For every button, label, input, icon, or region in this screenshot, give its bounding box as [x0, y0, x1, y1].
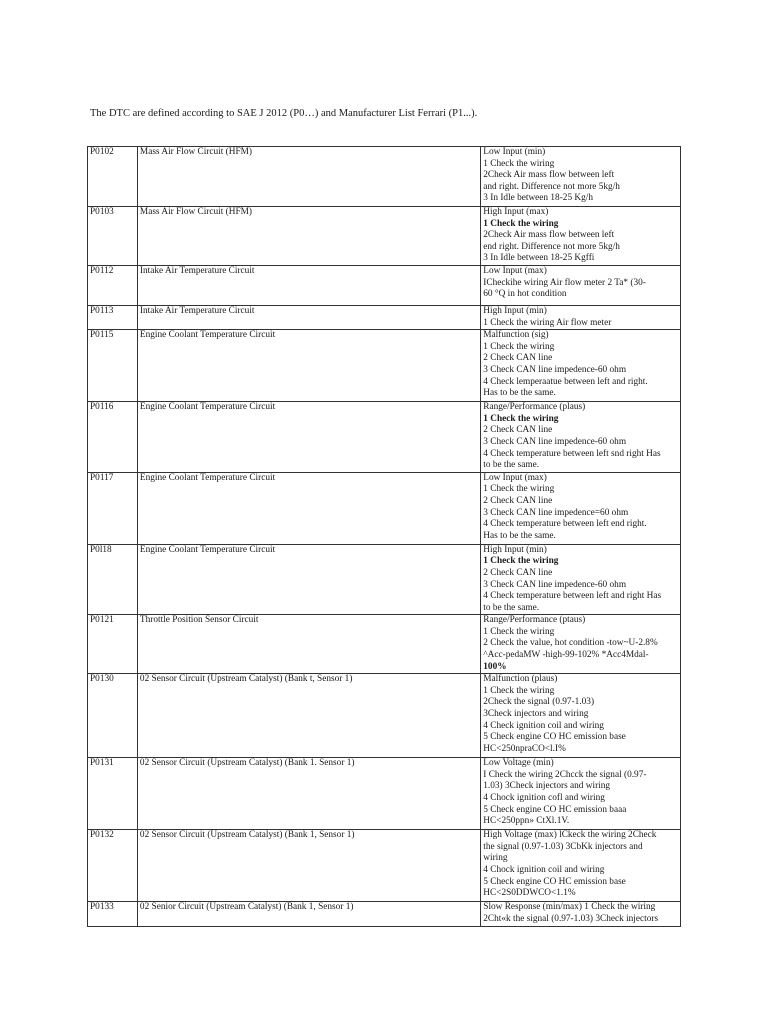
dtc-description-cell: Intake Air Temperature Circuit: [137, 305, 480, 329]
check-step-line: High Input (min): [483, 544, 547, 555]
check-step-line: 2Cht«k the signal (0.97-1.03) 3Check injectors: [483, 913, 659, 924]
dtc-description-cell: Engine Coolant Temperature Circuit: [137, 544, 480, 615]
check-step-line: 1 Check the wiring: [483, 341, 555, 352]
check-step-line: 3 Check CAN line impedence-60 ohm: [483, 436, 627, 447]
dtc-check-cell: [481, 674, 681, 758]
check-step-line: High Voltage (max) lCkeck the wiring 2Check: [483, 830, 657, 841]
table-row: [88, 402, 681, 473]
dtc-description-cell: 02 Senior Circuit (Upstream Catalyst) (Bank 1, Sensor 1): [137, 902, 480, 927]
check-step-line: 1 Check the wiring: [483, 484, 555, 495]
dtc-description-cell: 02 Sensor Circuit (Upstream Catalyst) (Bank 1. Sensor 1): [137, 758, 480, 830]
dtc-check-cell: [481, 265, 681, 305]
table-row: [88, 758, 681, 830]
check-step-line: Slow Response (min/max) 1 Check the wiring: [483, 902, 656, 913]
check-step-line: 2 Check the value, hot condition -tow~U-2.8%: [483, 638, 658, 649]
check-step-line: 1 Check the wiring: [483, 218, 559, 229]
check-step-line: High Input (max): [483, 207, 549, 217]
dtc-code-cell: P0102: [88, 147, 138, 207]
check-step-line: Low Voltage (min): [483, 758, 554, 769]
check-step-line: 4 Chock ignition cofl and wiring: [483, 793, 605, 804]
table-row: [88, 674, 681, 758]
table-row: [88, 265, 681, 305]
check-step-line: High Input (min): [483, 305, 547, 316]
dtc-description-cell: 02 Sensor Circuit (Upstream Catalyst) (Bank 1, Sensor 1): [137, 830, 480, 902]
table-row: [88, 330, 681, 402]
check-step-line: 1 Check the wiring: [483, 413, 559, 424]
table-row: [88, 472, 681, 544]
dtc-table: [87, 146, 681, 927]
check-step-line: HC<250ppn» CtXl.1V.: [483, 816, 570, 827]
dtc-code-cell: P0132: [88, 830, 138, 902]
check-step-line: ^Acc-pedaMW -high-99-102% *Acc4Mdal-: [483, 650, 649, 661]
table-row: [88, 902, 681, 927]
check-step-line: 60 °Q in hot condition: [483, 289, 567, 300]
dtc-code-cell: P0116: [88, 402, 138, 473]
dtc-check-cell: [481, 544, 681, 615]
check-step-line: 1 Check the wiring: [483, 626, 555, 637]
check-step-line: Has to be the same.: [483, 530, 556, 541]
dtc-description-cell: Mass Air Flow Circuit (HFM): [137, 207, 480, 266]
dtc-description-cell: Intake Air Temperature Circuit: [137, 265, 480, 305]
check-step-line: 2 Check CAN line: [483, 353, 553, 364]
check-step-line: 2Check Air mass flow between left: [483, 170, 615, 181]
check-step-line: Range/Performance (plaus): [483, 402, 586, 413]
dtc-table-body: [88, 147, 681, 927]
check-step-line: 2 Check CAN line: [483, 567, 553, 578]
check-step-line: Malfunction (plaus): [483, 674, 558, 685]
table-row: [88, 830, 681, 902]
check-step-line: and right. Difference not more 5kg/h: [483, 181, 620, 192]
dtc-code-cell: P0103: [88, 207, 138, 266]
dtc-check-cell: [481, 615, 681, 674]
check-step-line: end right. Difference not more 5kg/h: [483, 241, 620, 252]
dtc-description-cell: Engine Coolant Temperature Circuit: [137, 402, 480, 473]
table-row: [88, 207, 681, 266]
check-step-line: 3 Check CAN line impedence-60 ohm: [483, 579, 627, 590]
check-step-line: 4 Check ignition coil and wiring: [483, 720, 604, 731]
dtc-code-cell: P0115: [88, 330, 138, 402]
dtc-check-cell: [481, 402, 681, 473]
dtc-code-cell: P0121: [88, 615, 138, 674]
check-step-line: Malfunction (sig): [483, 330, 549, 341]
dtc-check-cell: [481, 902, 681, 927]
dtc-check-cell: [481, 758, 681, 830]
check-step-line: Low Input (max): [483, 265, 547, 276]
dtc-check-cell: [481, 330, 681, 402]
dtc-code-cell: P0131: [88, 758, 138, 830]
dtc-check-cell: [481, 207, 681, 266]
check-step-line: I Check the wiring 2Chcck the signal (0.97-: [483, 769, 647, 780]
check-step-line: to be the same.: [483, 460, 540, 471]
check-step-line: 100%: [483, 661, 507, 672]
check-step-line: 1 Check the wiring: [483, 556, 559, 567]
dtc-check-cell: [481, 830, 681, 902]
dtc-check-cell: [481, 305, 681, 329]
check-step-line: 2 Check CAN line: [483, 495, 553, 506]
dtc-description-cell: Throttle Position Sensor Circuit: [137, 615, 480, 674]
check-step-line: 1.03) 3Check injectors and wiring: [483, 781, 611, 792]
dtc-description-cell: Engine Coolant Temperature Circuit: [137, 472, 480, 544]
dtc-code-cell: P0113: [88, 305, 138, 329]
check-step-line: 3 Check CAN line impedence=60 ohm: [483, 507, 629, 518]
dtc-description-cell: Engine Coolant Temperature Circuit: [137, 330, 480, 402]
check-step-line: wiring: [483, 853, 508, 864]
dtc-description-cell: Mass Air Flow Circuit (HFM): [137, 147, 480, 207]
table-row: [88, 544, 681, 615]
dtc-check-cell: [481, 147, 681, 207]
dtc-code-cell: P0130: [88, 674, 138, 758]
check-step-line: 5 Check engine CO HC emission baaa: [483, 804, 627, 815]
table-row: [88, 305, 681, 329]
check-step-line: 2Check Air mass flow between left: [483, 230, 615, 241]
check-step-line: 4 Check temperature between left and right Has: [483, 591, 662, 602]
dtc-check-cell: [481, 472, 681, 544]
check-step-line: 5 Check engine CO HC emission base: [483, 732, 626, 743]
check-step-line: 1 Check the wiring: [483, 158, 555, 169]
check-step-line: Range/Performance (ptaus): [483, 615, 586, 626]
check-step-line: 2Check the signal (0.97-1.03): [483, 697, 595, 708]
check-step-line: 2 Check CAN line: [483, 425, 553, 436]
table-row: [88, 615, 681, 674]
intro-text: The DTC are defined according to SAE J 2012 (P0…) and Manufacturer List Ferrari (P1...).: [90, 108, 478, 119]
check-step-line: 1 Check the wiring Air flow meter: [483, 317, 612, 328]
check-step-line: to be the same.: [483, 602, 540, 613]
dtc-code-cell: P0l18: [88, 544, 138, 615]
check-step-line: 4 Check temperature between left end right.: [483, 519, 647, 530]
check-step-line: 4 Check temperature between left snd right Has: [483, 448, 661, 459]
check-step-line: HC<250npraCO<l.I%: [483, 743, 566, 754]
check-step-line: 3 In Idle between 18-25 Kgffi: [483, 253, 595, 264]
dtc-code-cell: P0117: [88, 472, 138, 544]
check-step-line: HC<2S0DDWCO<1.1%: [483, 888, 576, 899]
check-step-line: ICheckihe wiring Air flow meter 2 Ta* (30-: [483, 277, 646, 288]
table-row: [88, 147, 681, 207]
dtc-code-cell: P0133: [88, 902, 138, 927]
dtc-code-cell: P0112: [88, 265, 138, 305]
check-step-line: 3 Check CAN line impedence-60 ohm: [483, 364, 627, 375]
check-step-line: 4 Chock ignition coil and wiring: [483, 865, 605, 876]
check-step-line: 4 Check lemperaatue between left and right.: [483, 376, 648, 387]
check-step-line: 3Check injectors and wiring: [483, 709, 589, 720]
check-step-line: Has to be the same.: [483, 388, 556, 399]
dtc-description-cell: 02 Sensor Circuit (Upstream Catalyst) (Bank t, Sensor 1): [137, 674, 480, 758]
check-step-line: Low Input (min): [483, 147, 546, 157]
check-step-line: 1 Check the wiring: [483, 685, 555, 696]
check-step-line: Low Input (max): [483, 472, 547, 483]
check-step-line: 5 Check engine CO HC emission base: [483, 876, 626, 887]
check-step-line: 3 In Idle between 18-25 Kg/h: [483, 193, 594, 204]
check-step-line: the signal (0.97-1.03) 3CbKk injectors and: [483, 841, 643, 852]
